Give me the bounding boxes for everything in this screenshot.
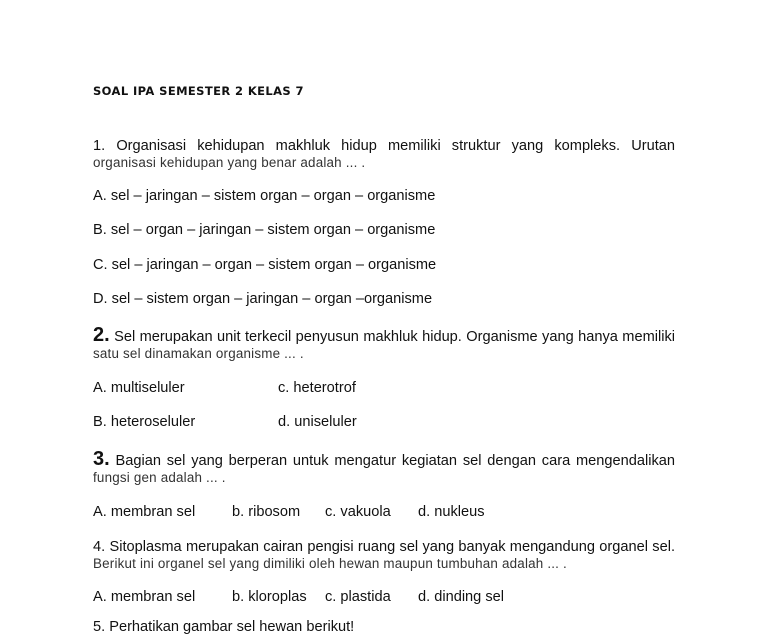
question-1-text: Organisasi kehidupan makhluk hidup memiliki struktur yang kompleks. Urutan bbox=[116, 138, 675, 154]
question-1-option-c: C. sel – jaringan – organ – sistem organ – organisme bbox=[93, 257, 437, 273]
question-4-option-b: b. kloroplas bbox=[232, 589, 307, 605]
question-3-option-d: d. nukleus bbox=[418, 504, 485, 520]
question-4 bbox=[93, 539, 675, 572]
question-2 bbox=[93, 324, 675, 362]
question-5-text: 5. Perhatikan gambar sel hewan berikut! bbox=[93, 619, 355, 635]
question-4-line-1 bbox=[93, 539, 675, 556]
question-1-option-b: B. sel – organ – jaringan – sistem organ – organisme bbox=[93, 222, 436, 238]
question-3-option-b: b. ribosom bbox=[232, 504, 301, 520]
question-3-option-c: c. vakuola bbox=[325, 504, 391, 520]
question-3-line-2: fungsi gen adalah ... . bbox=[93, 470, 226, 485]
question-1 bbox=[93, 138, 675, 171]
question-3-text: Bagian sel yang berperan untuk mengatur kegiatan sel dengan cara mengendalikan bbox=[115, 453, 675, 469]
question-4-number: 4. bbox=[93, 539, 106, 555]
question-2-option-b: B. heteroseluler bbox=[93, 414, 196, 430]
question-1-line-1 bbox=[93, 138, 675, 155]
question-2-text: Sel merupakan unit terkecil penyusun makhluk hidup. Organisme yang hanya memiliki bbox=[114, 329, 675, 345]
question-1-line-2: organisasi kehidupan yang benar adalah ... . bbox=[93, 155, 366, 170]
question-1-number: 1. bbox=[93, 138, 106, 154]
question-1-option-a: A. sel – jaringan – sistem organ – organ – organisme bbox=[93, 188, 436, 204]
question-4-line-2: Berikut ini organel sel yang dimiliki oleh hewan maupun tumbuhan adalah ... . bbox=[93, 556, 567, 571]
question-2-option-a: A. multiseluler bbox=[93, 380, 185, 396]
question-4-option-a: A. membran sel bbox=[93, 589, 196, 605]
question-2-option-d: d. uniseluler bbox=[278, 414, 357, 430]
question-2-line-2: satu sel dinamakan organisme ... . bbox=[93, 346, 304, 361]
question-4-option-d: d. dinding sel bbox=[418, 589, 505, 605]
question-4-option-c: c. plastida bbox=[325, 589, 391, 605]
question-2-option-c: c. heterotrof bbox=[278, 380, 356, 396]
question-2-line-1 bbox=[93, 324, 675, 346]
document-title: SOAL IPA SEMESTER 2 KELAS 7 bbox=[93, 84, 304, 98]
question-4-text: Sitoplasma merupakan cairan pengisi ruang sel yang banyak mengandung organel sel. bbox=[109, 539, 675, 555]
question-3-number: 3. bbox=[93, 448, 110, 470]
question-2-number: 2. bbox=[93, 324, 110, 346]
question-3-option-a: A. membran sel bbox=[93, 504, 196, 520]
question-3-line-1 bbox=[93, 448, 675, 470]
question-3 bbox=[93, 448, 675, 486]
question-1-option-d: D. sel – sistem organ – jaringan – organ –organisme bbox=[93, 291, 433, 307]
